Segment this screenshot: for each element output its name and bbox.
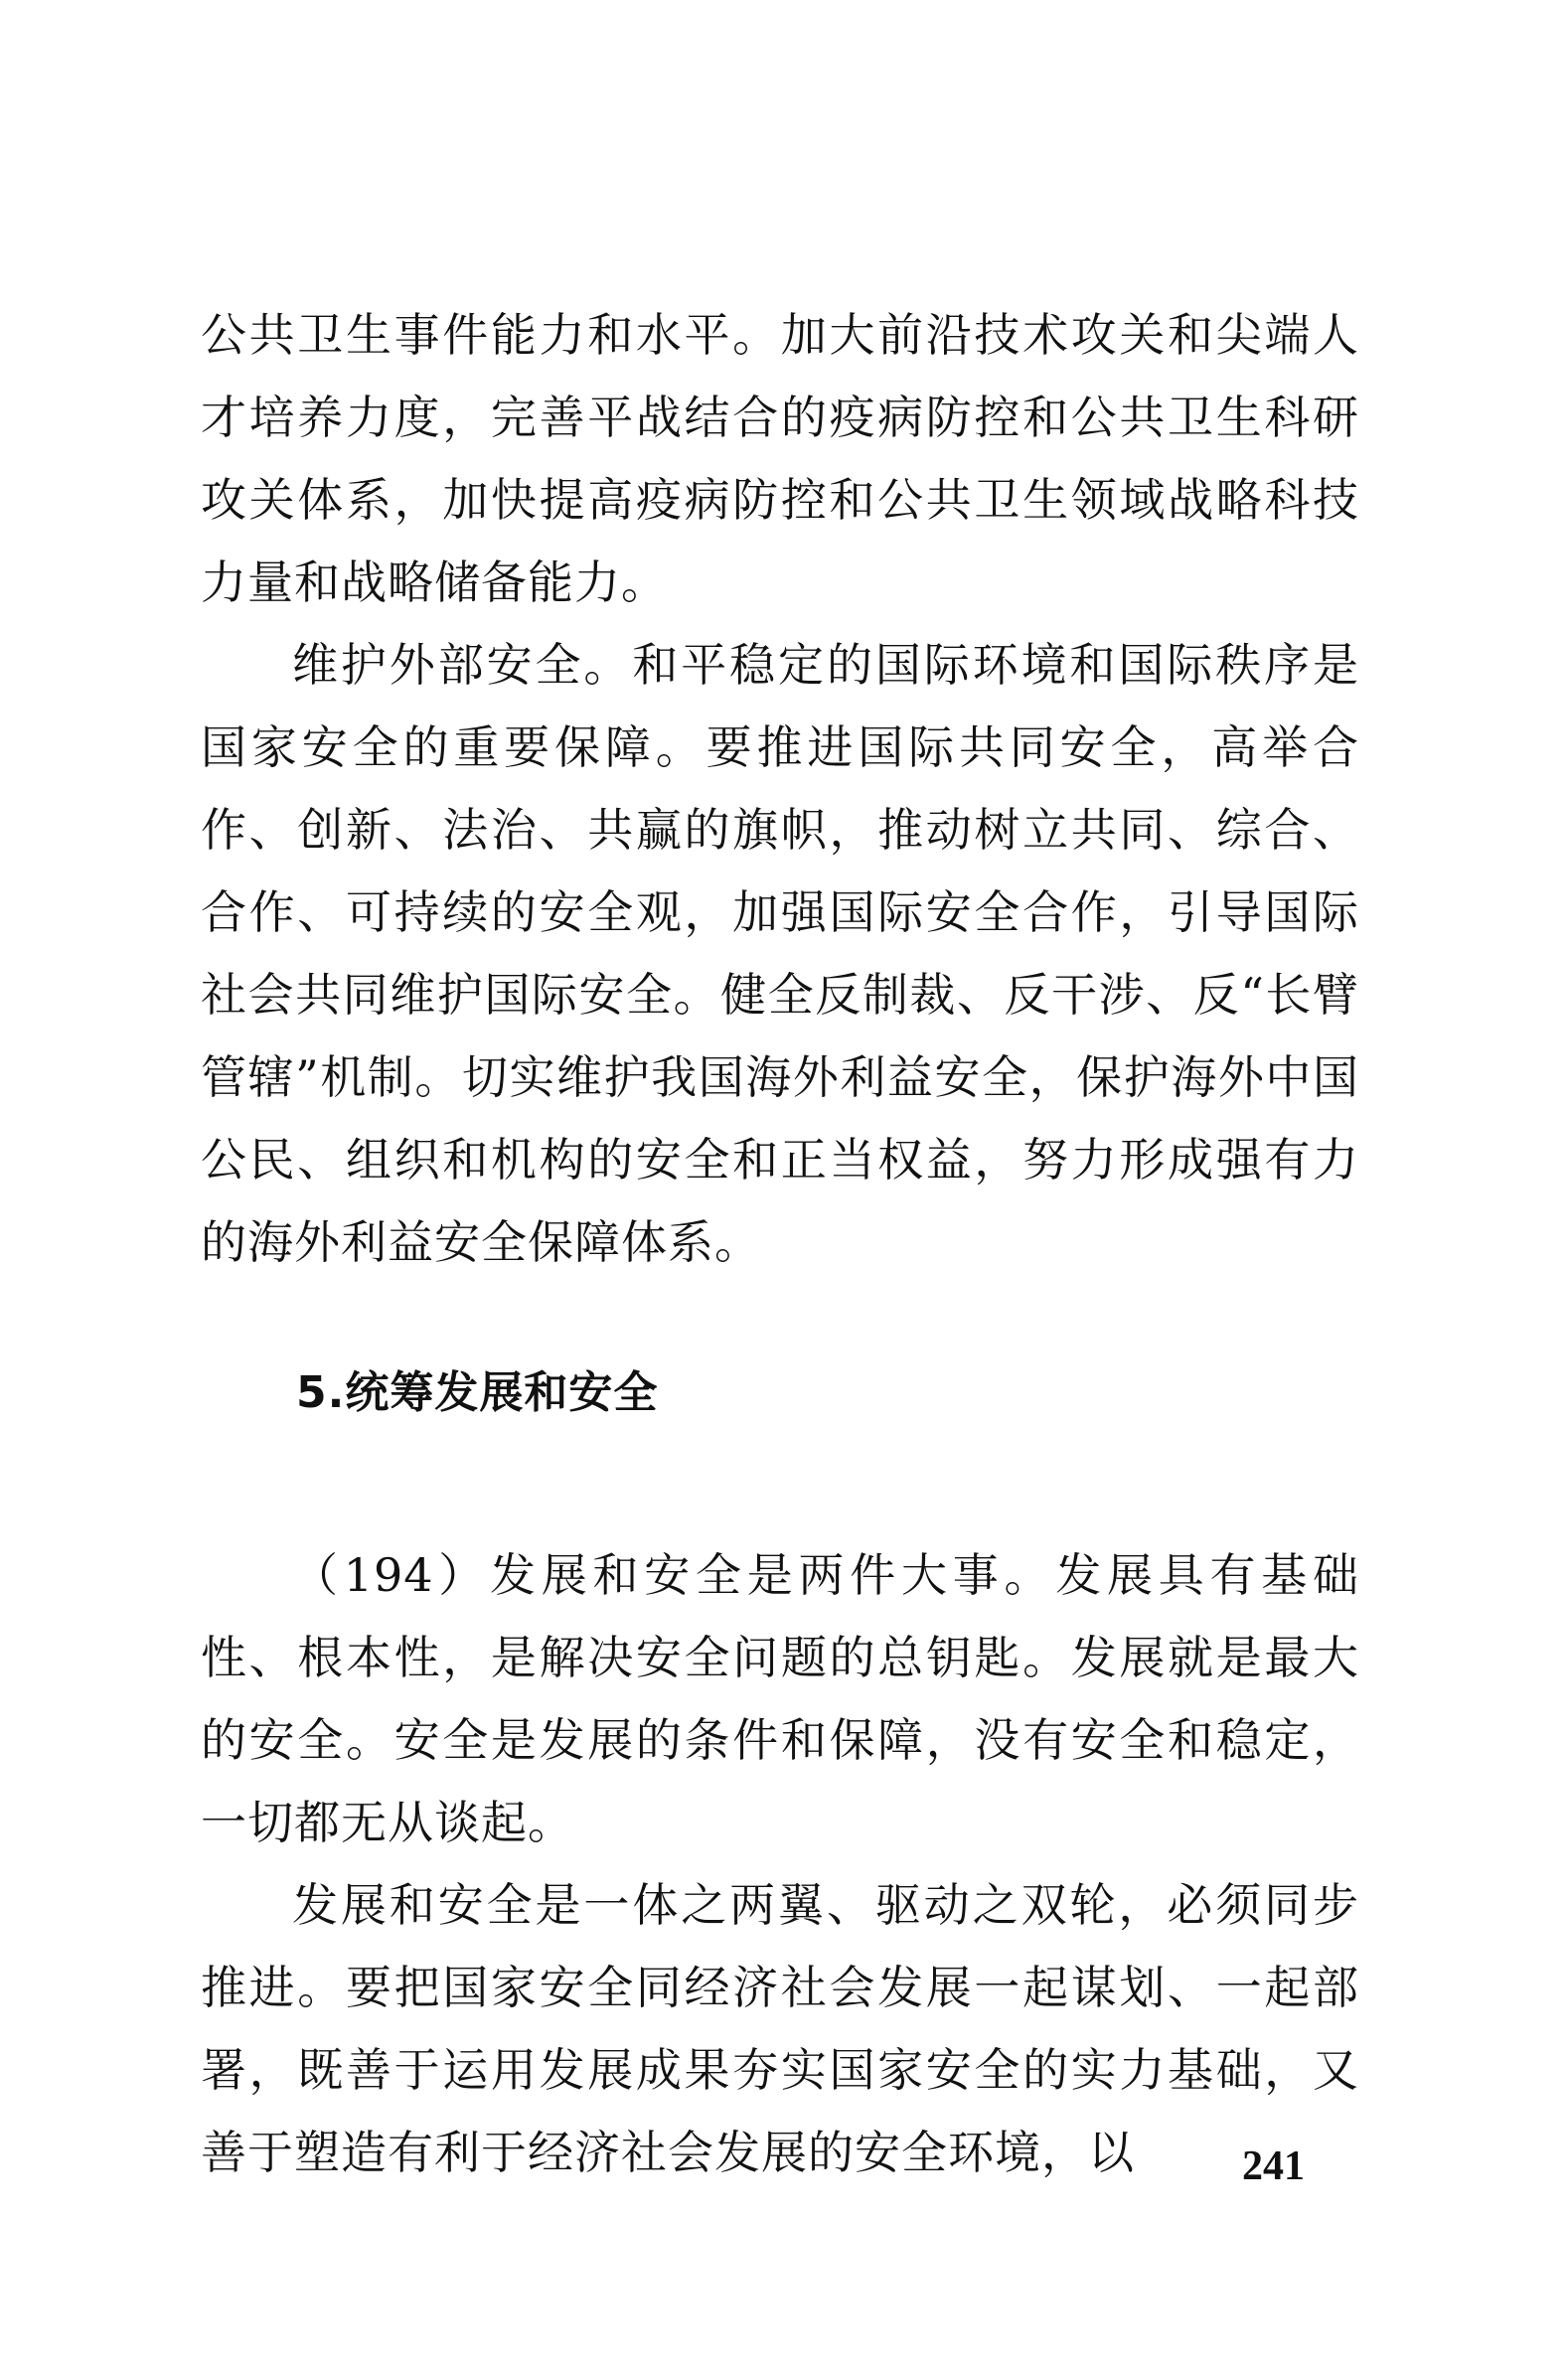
paragraph-public-health-capacity: 公共卫生事件能力和水平。加大前沿技术攻关和尖端人才培养力度，完善平战结合的疫病防控和公共卫生科研攻关体系，加快提高疫病防控和公共卫生领域战略科技力量和战略储备能力。: [201, 308, 1359, 609]
paragraph-external-security: 维护外部安全。和平稳定的国际环境和国际秩序是国家安全的重要保障。要推进国际共同安全，高举合作、创新、法治、共赢的旗帜，推动树立共同、综合、合作、可持续的安全观，加强国际安全合作，引导国际社会共同维护国际安全。健全反制裁、反干涉、反“长臂管辖”机制。切实维护我国海外利益安全，保护海外中国公民、组织和机构的安全和正当权益，努力形成强有力的海外利益安全保障体系。: [201, 638, 1359, 1269]
body-text: [201, 294, 1359, 2194]
paragraph-development-and-security: （194）发展和安全是两件大事。发展具有基础性、根本性，是解决安全问题的总钥匙。发展就是最大的安全。安全是发展的条件和保障，没有安全和稳定，一切都无从谈起。: [201, 1548, 1359, 1849]
paragraph-synchronous-advance: 发展和安全是一体之两翼、驱动之双轮，必须同步推进。要把国家安全同经济社会发展一起谋划、一起部署，既善于运用发展成果夯实国家安全的实力基础，又善于塑造有利于经济社会发展的安全环境，以: [201, 1878, 1359, 2179]
section-heading: 5.统筹发展和安全: [296, 1367, 659, 1418]
page-number: 241: [1242, 2143, 1305, 2189]
